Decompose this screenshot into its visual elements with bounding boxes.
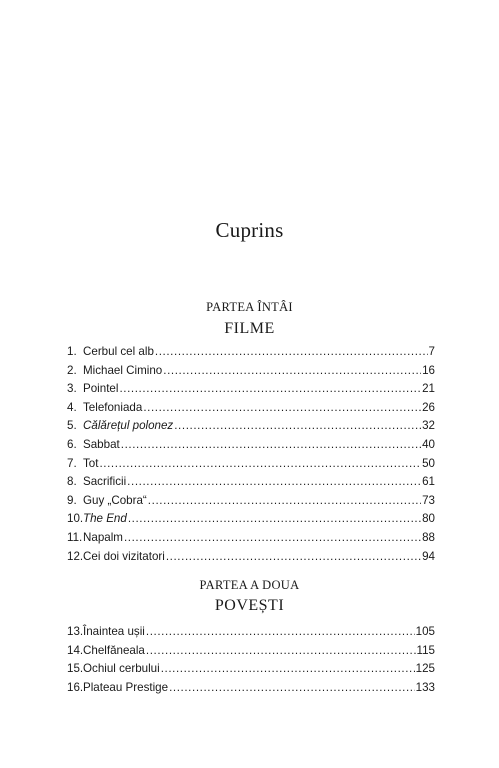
toc-leader-dots <box>166 550 421 563</box>
toc-entry <box>67 401 435 420</box>
toc-entry-page: 73 <box>422 493 435 507</box>
toc-entry-page: 32 <box>422 419 435 433</box>
toc-entry-page: 21 <box>422 382 435 396</box>
toc-entry-number: 12. <box>67 549 84 563</box>
part-two-title: POVEȘTI <box>214 597 285 614</box>
toc-entry-title: Sacrificii <box>83 475 127 489</box>
toc-leader-dots <box>143 401 421 414</box>
toc-entry-number: 6. <box>67 437 77 451</box>
toc-entry-page: 94 <box>422 549 435 563</box>
toc-entry-title: Cerbul cel alb <box>83 345 154 358</box>
toc-entry <box>67 382 435 401</box>
toc-entry-page: 26 <box>422 400 435 414</box>
toc-leader-dots <box>174 419 421 432</box>
toc-entry-number: 9. <box>67 493 77 507</box>
toc-entry-title: Tot <box>83 456 99 470</box>
toc-entry-page: 133 <box>415 680 435 694</box>
toc-leader-dots <box>119 382 421 395</box>
toc-entry <box>67 438 435 457</box>
toc-entry-title: Cei doi vizitatori <box>83 549 165 563</box>
toc-leader-dots <box>169 681 415 694</box>
toc-entry-title: Sabbat <box>83 437 120 451</box>
toc-entry <box>67 364 435 383</box>
toc-entry-number: 11. <box>67 530 83 544</box>
toc-entry-number: 10. <box>67 512 84 526</box>
toc-entry <box>67 644 435 663</box>
toc-entry-number: 1. <box>67 345 77 358</box>
toc-entry-page: 80 <box>422 512 435 526</box>
toc-leader-dots <box>155 345 428 358</box>
toc-entry-title: Ochiul cerbului <box>83 662 160 676</box>
toc-entry-page: 105 <box>415 625 435 638</box>
toc-entry <box>67 512 435 531</box>
part-two-toc <box>67 625 435 699</box>
toc-entry-page: 16 <box>422 363 435 377</box>
toc-entry-title: Napalm <box>83 530 123 544</box>
toc-entry <box>67 662 435 681</box>
toc-entry-number: 3. <box>67 382 77 396</box>
page-title: Cuprins <box>215 218 284 242</box>
toc-entry-page: 40 <box>422 437 435 451</box>
toc-entry-number: 7. <box>67 456 77 470</box>
toc-leader-dots <box>128 512 421 525</box>
toc-entry <box>67 550 435 569</box>
toc-entry-number: 4. <box>67 400 77 414</box>
toc-entry-number: 5. <box>67 419 77 433</box>
toc-entry-title: Chelfăneala <box>83 643 145 657</box>
toc-entry <box>67 494 435 513</box>
toc-entry <box>67 475 435 494</box>
toc-entry-title: The End <box>83 512 127 526</box>
toc-leader-dots <box>121 438 421 451</box>
toc-leader-dots <box>99 457 421 470</box>
toc-entry-title: Guy „Cobra“ <box>83 493 147 507</box>
part-one-label: PARTEA ÎNTÂI <box>206 300 293 314</box>
toc-entry-title: Plateau Prestige <box>83 680 169 694</box>
toc-entry-page: 125 <box>415 662 435 676</box>
toc-leader-dots <box>161 662 415 675</box>
toc-entry-title: Călărețul polonez <box>83 419 174 433</box>
part-one-toc <box>67 345 435 568</box>
toc-entry-page: 115 <box>416 643 435 657</box>
toc-entry-number: 2. <box>67 363 77 377</box>
toc-leader-dots <box>124 531 421 544</box>
toc-entry <box>67 625 435 644</box>
toc-entry-title: Michael Cimino <box>83 363 163 377</box>
part-one-title: FILME <box>224 320 275 337</box>
toc-entry-title: Telefoniada <box>83 400 143 414</box>
toc-entry-number: 13. <box>67 625 84 638</box>
part-two-label: PARTEA A DOUA <box>199 578 300 592</box>
toc-entry-number: 16. <box>67 680 84 694</box>
toc-leader-dots <box>148 494 421 507</box>
toc-entry <box>67 681 435 700</box>
toc-entry <box>67 419 435 438</box>
toc-entry-page: 88 <box>422 530 435 544</box>
toc-leader-dots <box>127 475 421 488</box>
toc-entry-page: 61 <box>422 475 435 489</box>
toc-entry <box>67 345 435 364</box>
toc-leader-dots <box>146 625 415 638</box>
toc-entry <box>67 457 435 476</box>
toc-entry-number: 8. <box>67 475 77 489</box>
toc-entry-number: 14. <box>67 643 84 657</box>
toc-entry-title: Pointel <box>83 382 119 396</box>
toc-leader-dots <box>163 364 421 377</box>
toc-entry-page: 7 <box>428 345 435 358</box>
toc-entry-page: 50 <box>422 456 435 470</box>
toc-entry-title: Înaintea ușii <box>83 625 145 638</box>
toc-leader-dots <box>146 644 416 657</box>
toc-entry <box>67 531 435 550</box>
toc-entry-number: 15. <box>67 662 84 676</box>
